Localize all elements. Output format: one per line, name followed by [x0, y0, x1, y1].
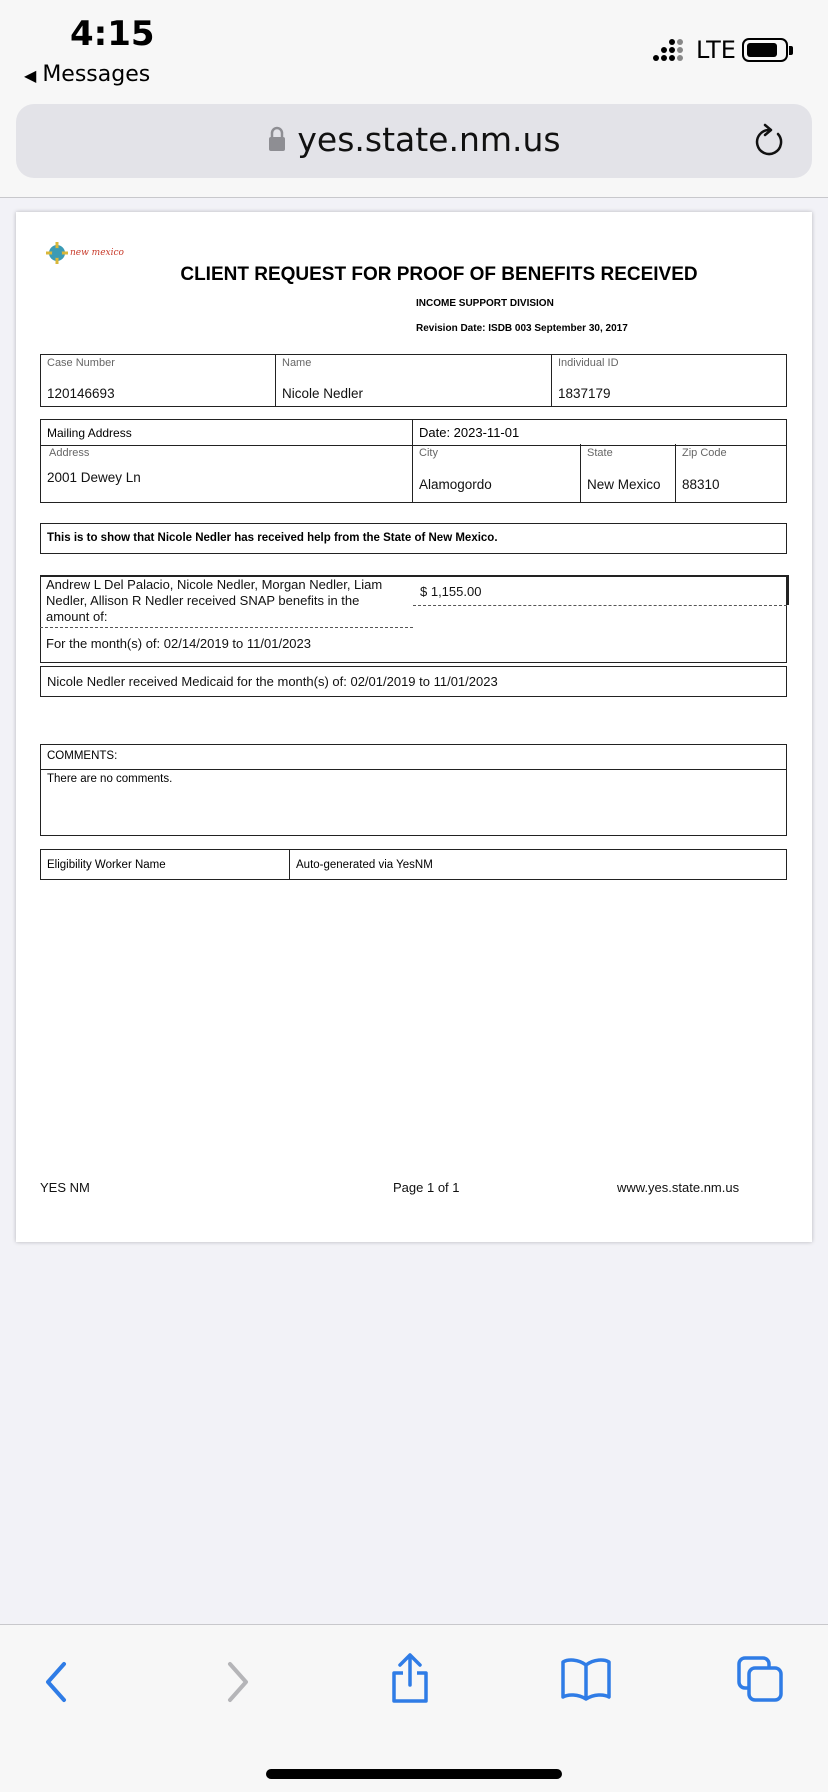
home-indicator[interactable] [266, 1769, 562, 1779]
medicaid-box [40, 666, 787, 697]
help-statement-box [40, 523, 787, 554]
address-bar[interactable] [16, 104, 812, 178]
network-label: LTE [696, 36, 736, 64]
back-arrow-icon[interactable] [40, 1659, 74, 1705]
comments-label: COMMENTS: [47, 750, 118, 762]
status-time: 4:15 [70, 14, 155, 54]
tabs-icon[interactable] [736, 1655, 784, 1703]
browser-address-area [0, 100, 828, 198]
document-page [16, 212, 812, 1242]
revision-date: Revision Date: ISDB 003 September 30, 2017 [416, 323, 628, 334]
back-to-app-link[interactable] [24, 62, 150, 87]
logo-mark-icon [46, 242, 68, 264]
snap-amount: $ 1,155.00 [420, 584, 482, 599]
name-label: Name [282, 357, 312, 369]
bookmarks-icon[interactable] [560, 1657, 612, 1701]
url-domain: yes.state.nm.us [297, 120, 561, 159]
yes-nm-logo [46, 242, 124, 264]
document-title: CLIENT REQUEST FOR PROOF OF BENEFITS RECEIVED [180, 264, 698, 285]
comments-box [40, 769, 787, 836]
snap-recipients-line3: amount of: [46, 609, 108, 624]
snap-benefits-block [40, 575, 787, 663]
state-value: New Mexico [587, 477, 661, 492]
individual-id-label: Individual ID [558, 357, 619, 369]
snap-months: For the month(s) of: 02/14/2019 to 11/01/2023 [46, 636, 311, 651]
address-row [40, 444, 787, 503]
eligibility-worker-row [40, 849, 787, 880]
logo-text: new mexico [70, 248, 124, 258]
individual-id-value: 1837179 [558, 386, 611, 401]
back-triangle-icon: ◀ [24, 66, 37, 85]
case-number-label: Case Number [47, 357, 115, 369]
back-app-label: Messages [42, 62, 151, 87]
city-label: City [419, 447, 438, 459]
reload-icon[interactable] [752, 122, 786, 160]
snap-recipients-line1: Andrew L Del Palacio, Nicole Nedler, Morgan Nedler, Liam [46, 577, 383, 592]
mailing-address-header [40, 419, 787, 446]
date-value: Date: 2023-11-01 [419, 425, 520, 440]
battery-icon [742, 38, 788, 62]
comments-header [40, 744, 787, 770]
case-number-value: 120146693 [47, 386, 115, 401]
forward-arrow-icon[interactable] [220, 1659, 254, 1705]
footer-left: YES NM [40, 1180, 90, 1195]
snap-recipients-line2: Nedler, Allison R Nedler received SNAP benefits in the [46, 593, 360, 608]
address-value: 2001 Dewey Ln [47, 470, 141, 485]
eligibility-worker-label: Eligibility Worker Name [47, 859, 166, 871]
signal-icon [652, 38, 686, 62]
browser-toolbar [0, 1624, 828, 1792]
mailing-address-label: Mailing Address [47, 426, 132, 440]
footer-url: www.yes.state.nm.us [617, 1180, 740, 1195]
eligibility-worker-value: Auto-generated via YesNM [296, 859, 433, 871]
city-value: Alamogordo [419, 477, 492, 492]
page-number: Page 1 of 1 [393, 1180, 460, 1195]
zip-value: 88310 [682, 477, 720, 492]
help-statement: This is to show that Nicole Nedler has received help from the State of New Mexico. [47, 532, 498, 544]
status-bar [0, 0, 828, 100]
comments-text: There are no comments. [47, 773, 173, 785]
zip-label: Zip Code [682, 447, 727, 459]
medicaid-statement: Nicole Nedler received Medicaid for the month(s) of: 02/01/2019 to 11/01/2023 [47, 674, 498, 689]
share-icon[interactable] [388, 1651, 432, 1705]
address-label: Address [49, 447, 90, 459]
division-label: INCOME SUPPORT DIVISION [416, 298, 554, 309]
case-info-row [40, 354, 787, 407]
name-value: Nicole Nedler [282, 386, 364, 401]
state-label: State [587, 447, 613, 459]
lock-icon [267, 126, 287, 152]
